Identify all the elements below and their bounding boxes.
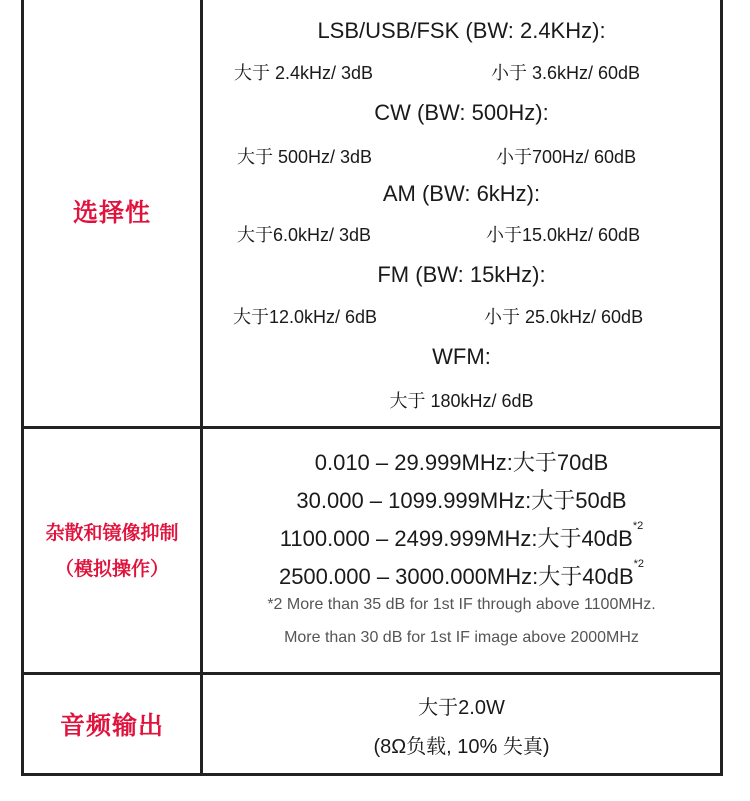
spurious-note-2: More than 30 dB for 1st IF image above 2000MHz xyxy=(284,629,639,646)
spurious-row-2: 30.000 – 1099.999MHz:大于50dB xyxy=(296,488,627,513)
selectivity-label-text: 选择性 xyxy=(72,198,151,227)
cw-more: 大于 500Hz/ 3dB xyxy=(237,147,373,167)
spurious-note-1: *2 More than 35 dB for 1st IF through above 1100MHz. xyxy=(267,596,656,613)
audio-line-2: (8Ω负载, 10% 失真) xyxy=(373,736,550,758)
audio-content xyxy=(203,675,720,773)
spurious-row-3-footnote: *2 xyxy=(632,520,644,532)
spurious-row-1: 0.010 – 29.999MHz:大于70dB xyxy=(314,450,609,475)
spec-table xyxy=(21,0,723,776)
spurious-content xyxy=(203,429,720,672)
spurious-row-4 xyxy=(203,560,720,591)
am-header: AM (BW: 6kHz): xyxy=(382,181,541,206)
fm-more: 大于12.0kHz/ 6dB xyxy=(233,307,378,327)
spurious-label xyxy=(24,429,200,672)
spurious-label-line1: 杂散和镜像抑制 xyxy=(45,521,179,544)
am-more: 大于6.0kHz/ 3dB xyxy=(237,225,372,245)
cw-header: CW (BW: 500Hz): xyxy=(374,100,549,125)
spurious-label-line2: （模拟操作） xyxy=(54,557,169,580)
wfm-header: WFM: xyxy=(432,344,491,369)
spurious-row-4-footnote: *2 xyxy=(633,558,645,570)
cw-less: 小于700Hz/ 60dB xyxy=(496,147,637,167)
lsb-less: 小于 3.6kHz/ 60dB xyxy=(491,63,641,83)
audio-line-1: 大于2.0W xyxy=(418,697,505,719)
audio-label-text: 音频输出 xyxy=(59,711,164,740)
lsb-header: LSB/USB/FSK (BW: 2.4KHz): xyxy=(317,18,606,43)
lsb-more: 大于 2.4kHz/ 3dB xyxy=(234,63,374,83)
am-less: 小于15.0kHz/ 60dB xyxy=(486,225,641,245)
fm-header: FM (BW: 15kHz): xyxy=(377,262,546,287)
selectivity-label xyxy=(24,0,200,426)
fm-less: 小于 25.0kHz/ 60dB xyxy=(484,307,644,327)
wfm-more: 大于 180kHz/ 6dB xyxy=(389,391,534,411)
selectivity-content xyxy=(203,0,720,426)
spurious-row-3-text: 1100.000 – 2499.999MHz:大于40dB xyxy=(279,526,633,551)
spurious-row-3 xyxy=(203,522,720,553)
spurious-row-4-text: 2500.000 – 3000.000MHz:大于40dB xyxy=(278,564,634,589)
audio-label xyxy=(24,675,200,773)
